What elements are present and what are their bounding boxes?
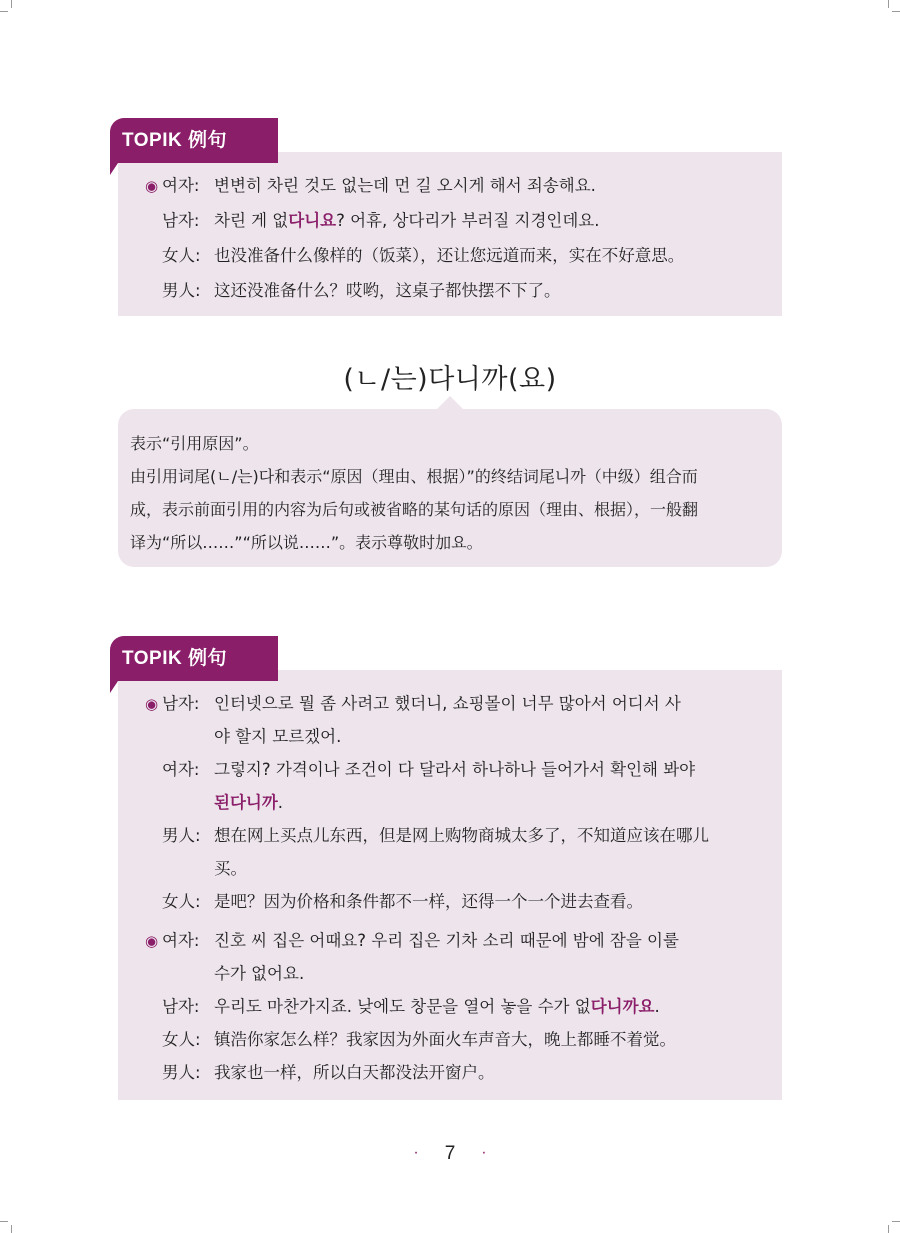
crop-mark [888, 0, 889, 8]
crop-mark [11, 1225, 12, 1233]
dialogue-line [145, 964, 770, 984]
dialogue-line [145, 997, 770, 1017]
grammar-highlight: 다니까요 [590, 997, 655, 1016]
dialogue-line [145, 727, 770, 747]
speaker-label: 女人: [162, 1030, 201, 1049]
dialogue-line [145, 211, 770, 231]
dialogue-line [145, 859, 770, 879]
dialogue-text: 买。 [214, 859, 247, 878]
page-number-value: 7 [444, 1143, 456, 1164]
speaker-label: 여자: [162, 760, 200, 779]
dialogue-text: 수가 없어요. [214, 964, 305, 983]
dialogue-line [145, 1030, 770, 1050]
dialogue-2 [145, 694, 770, 1083]
grammar-highlight: 된다니까 [214, 793, 278, 812]
dialogue-line [145, 760, 770, 780]
speaker-label: 남자: [162, 997, 200, 1016]
explanation-box [118, 409, 782, 567]
dialogue-line [145, 793, 770, 813]
dialogue-line [145, 176, 770, 196]
speaker-label: 남자: [162, 211, 200, 230]
speech-pointer [436, 396, 464, 410]
dialogue-1 [145, 176, 770, 301]
topik-example-tab-2: TOPIK 例句 [110, 636, 278, 681]
crop-mark [0, 1221, 8, 1222]
explanation-line: 表示“引用原因”。 [130, 434, 259, 453]
dialogue-line [145, 892, 770, 912]
dialogue-text: 인터넷으로 뭘 좀 사려고 했더니, 쇼핑몰이 너무 많아서 어디서 사 [214, 694, 681, 713]
speaker-label: 男人: [162, 281, 201, 300]
dialogue-text: 된다니까. [214, 793, 284, 812]
dialogue-line [145, 246, 770, 266]
dialogue-line [145, 931, 770, 951]
dialogue-line [145, 826, 770, 846]
bullet-icon: ◉ [145, 177, 159, 195]
grammar-highlight: 다니요 [288, 211, 337, 230]
dialogue-text: 진호 씨 집은 어때요? 우리 집은 기차 소리 때문에 밤에 잠을 이룰 [214, 931, 679, 950]
crop-mark [892, 11, 900, 12]
dialogue-text: 야 할지 모르겠어. [214, 727, 342, 746]
speaker-label: 男人: [162, 826, 201, 845]
explanation-line: 译为“所以……”“所以说……”。表示尊敬时加요。 [130, 533, 483, 552]
speaker-label: 男人: [162, 1063, 201, 1082]
dialogue-line [145, 694, 770, 714]
dialogue-text: 也没准备什么像样的（饭菜），还让您远道而来，实在不好意思。 [214, 246, 685, 265]
dialogue-text: 想在网上买点儿东西，但是网上购物商城太多了，不知道应该在哪儿 [214, 826, 709, 845]
bullet-icon: ◉ [145, 695, 159, 713]
dialogue-text: 镇浩你家怎么样？我家因为外面火车声音大，晚上都睡不着觉。 [214, 1030, 676, 1049]
explanation-line: 由引用词尾(ㄴ/는)다和表示“原因（理由、根据）”的终结词尾니까（中级）组合而 [130, 467, 698, 486]
grammar-heading: (ㄴ/는)다니까(요) [343, 364, 557, 395]
dialogue-text: 我家也一样，所以白天都没法开窗户。 [214, 1063, 495, 1082]
dialogue-text: 这还没准备什么？哎哟，这桌子都快摆不下了。 [214, 281, 561, 300]
bullet-icon: ◉ [145, 932, 159, 950]
dialogue-text: 그렇지? 가격이나 조건이 다 달라서 하나하나 들어가서 확인해 봐야 [214, 760, 696, 779]
dialogue-text: 우리도 마찬가지죠. 낮에도 창문을 열어 놓을 수가 없다니까요. [214, 997, 660, 1016]
speaker-label: 여자: [162, 931, 200, 950]
speaker-label: 女人: [162, 892, 201, 911]
crop-mark [11, 0, 12, 8]
speaker-label: 남자: [162, 694, 200, 713]
dialogue-text: 是吧？因为价格和条件都不一样，还得一个一个进去查看。 [214, 892, 643, 911]
topik-example-tab-1: TOPIK 例句 [110, 118, 278, 163]
crop-mark [888, 1225, 889, 1233]
explanation-line: 成，表示前面引用的内容为后句或被省略的某句话的原因（理由、根据），一般翻 [130, 500, 699, 519]
crop-mark [0, 11, 8, 12]
speaker-label: 여자: [162, 176, 200, 195]
page-dot: · [481, 1144, 487, 1161]
speaker-label: 女人: [162, 246, 201, 265]
page-number [0, 1143, 900, 1165]
dialogue-text: 차린 게 없다니요? 어휴, 상다리가 부러질 지경인데요. [214, 211, 600, 230]
crop-mark [892, 1221, 900, 1222]
dialogue-line [145, 1063, 770, 1083]
dialogue-text: 변변히 차린 것도 없는데 먼 길 오시게 해서 죄송해요. [214, 176, 596, 195]
dialogue-line [145, 281, 770, 301]
page-dot: · [413, 1144, 419, 1161]
